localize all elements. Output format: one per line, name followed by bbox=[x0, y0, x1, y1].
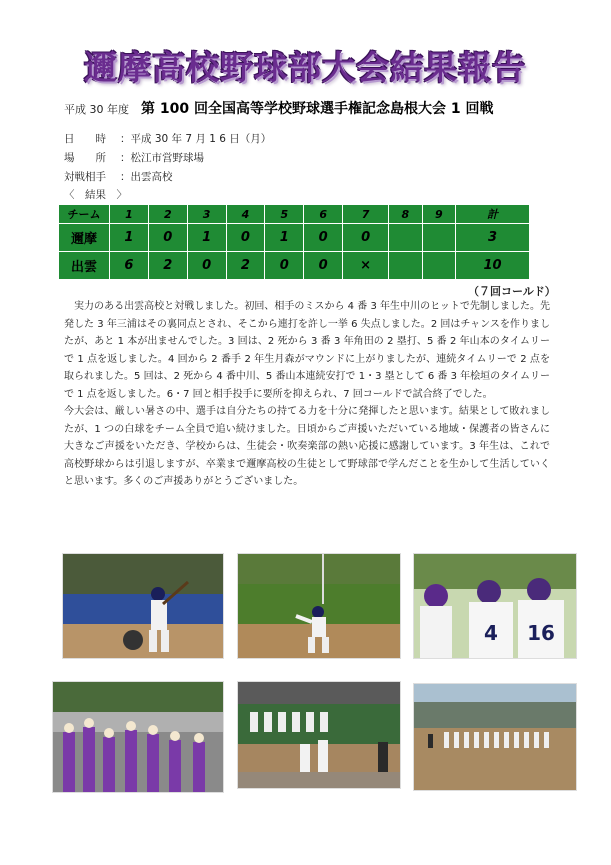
info-label: 場 所 bbox=[64, 152, 106, 164]
info-value: ：平成 30 年 7 月 1 6 日（月） bbox=[120, 133, 272, 145]
page-title: 邇摩高校野球部大会結果報告 bbox=[84, 48, 526, 87]
header-cell-inning: 1 bbox=[110, 205, 149, 224]
inning-score bbox=[389, 224, 422, 252]
report-body bbox=[64, 298, 550, 491]
team-name: 出雲 bbox=[59, 252, 110, 280]
info-opponent bbox=[64, 169, 173, 184]
inning-score: 0 bbox=[304, 252, 343, 280]
jersey-number: 16 bbox=[527, 621, 555, 645]
called-game-note: （７回コールド） bbox=[468, 285, 556, 298]
header-cell-inning: 5 bbox=[265, 205, 304, 224]
photo-team-lineup bbox=[413, 683, 577, 791]
inning-score: 0 bbox=[304, 224, 343, 252]
photo-team-gathering bbox=[237, 681, 401, 789]
result-heading: 〈 結果 〉 bbox=[64, 189, 127, 201]
photo-bench-players bbox=[413, 553, 577, 659]
header-cell-inning: 4 bbox=[226, 205, 265, 224]
info-label: 日 時 bbox=[64, 133, 106, 145]
header-cell-inning: 2 bbox=[148, 205, 187, 224]
inning-score: 0 bbox=[265, 252, 304, 280]
photo-cheering-section bbox=[52, 681, 224, 793]
inning-score: 2 bbox=[226, 252, 265, 280]
header-cell-inning: 9 bbox=[422, 205, 455, 224]
event-name: 第 100 回全国高等学校野球選手権記念島根大会 1 回戦 bbox=[141, 101, 494, 117]
header-cell-inning: 3 bbox=[187, 205, 226, 224]
total-score: 10 bbox=[456, 252, 530, 280]
scoreboard-header-row bbox=[59, 205, 530, 224]
event-subtitle bbox=[64, 98, 493, 118]
photo-pitcher bbox=[237, 553, 401, 659]
inning-score: × bbox=[343, 252, 389, 280]
inning-score: 1 bbox=[265, 224, 304, 252]
info-venue bbox=[64, 150, 204, 165]
inning-score: 0 bbox=[343, 224, 389, 252]
info-value: ：出雲高校 bbox=[120, 171, 173, 183]
jersey-number: 4 bbox=[484, 621, 498, 645]
inning-score: 2 bbox=[148, 252, 187, 280]
inning-score: 0 bbox=[226, 224, 265, 252]
inning-score: 0 bbox=[148, 224, 187, 252]
team-name: 邇摩 bbox=[59, 224, 110, 252]
scoreboard-row-nima bbox=[59, 224, 530, 252]
inning-score: 1 bbox=[110, 224, 149, 252]
header-cell-inning: 7 bbox=[343, 205, 389, 224]
photo-batter bbox=[62, 553, 224, 659]
info-value: ：松江市営野球場 bbox=[120, 152, 204, 164]
info-date bbox=[64, 131, 271, 146]
fiscal-year: 平成 30 年度 bbox=[64, 103, 129, 116]
inning-score: 1 bbox=[187, 224, 226, 252]
inning-score: 6 bbox=[110, 252, 149, 280]
report-paragraph: 実力のある出雲高校と対戦しました。初回、相手のミスから 4 番 3 年生中川のヒットで先制しました。先発した 3 年三浦はその裏同点とされ、そこから連打を許し一挙 6 失点しました。2 回はチャンスを作りましたが、あと 1 本が出ませんでした。3 回は、2 死から 3 番 3 年角田の 2 塁打、5 番 2 年山本のタイムリーで 1 点を返しました。4 回から 2 番手 2 年生月森がマウンドに上がりましたが、連続タイムリーで 2 点を取られました。5 回は、2 死から 4 番中川、5 番山本連続安打で 1・3 塁として 6 番 3 年桧垣のタイムリーで 1 点を返しました。6・7 回と相手投手に要所を抑えられ、7 回コールドで試合終了でした。 bbox=[64, 301, 550, 400]
scoreboard-table bbox=[58, 204, 530, 280]
header-cell-total: 計 bbox=[456, 205, 530, 224]
info-label: 対戦相手 bbox=[64, 171, 106, 183]
header-cell-team: チーム bbox=[59, 205, 110, 224]
total-score: 3 bbox=[456, 224, 530, 252]
report-paragraph: 今大会は、厳しい暑さの中、選手は自分たちの持てる力を十分に発揮したと思います。結果として敗れましたが、1 つの白球をチーム全員で追い続けました。日頃からご声援いただいている地域・保護者の皆さんに大きなご声援をいただき、学校からは、生徒会・吹奏楽部の熱い応援に感謝しています。3 年生は、これで高校野球からは引退しますが、卒業まで邇摩高校の生徒として野球部で学んだことを生かして生活していくと思います。多くのご声援ありがとうございました。 bbox=[64, 406, 550, 487]
inning-score bbox=[422, 224, 455, 252]
inning-score bbox=[389, 252, 422, 280]
inning-score bbox=[422, 252, 455, 280]
inning-score: 0 bbox=[187, 252, 226, 280]
header-cell-inning: 8 bbox=[389, 205, 422, 224]
scoreboard-row-izumo bbox=[59, 252, 530, 280]
header-cell-inning: 6 bbox=[304, 205, 343, 224]
